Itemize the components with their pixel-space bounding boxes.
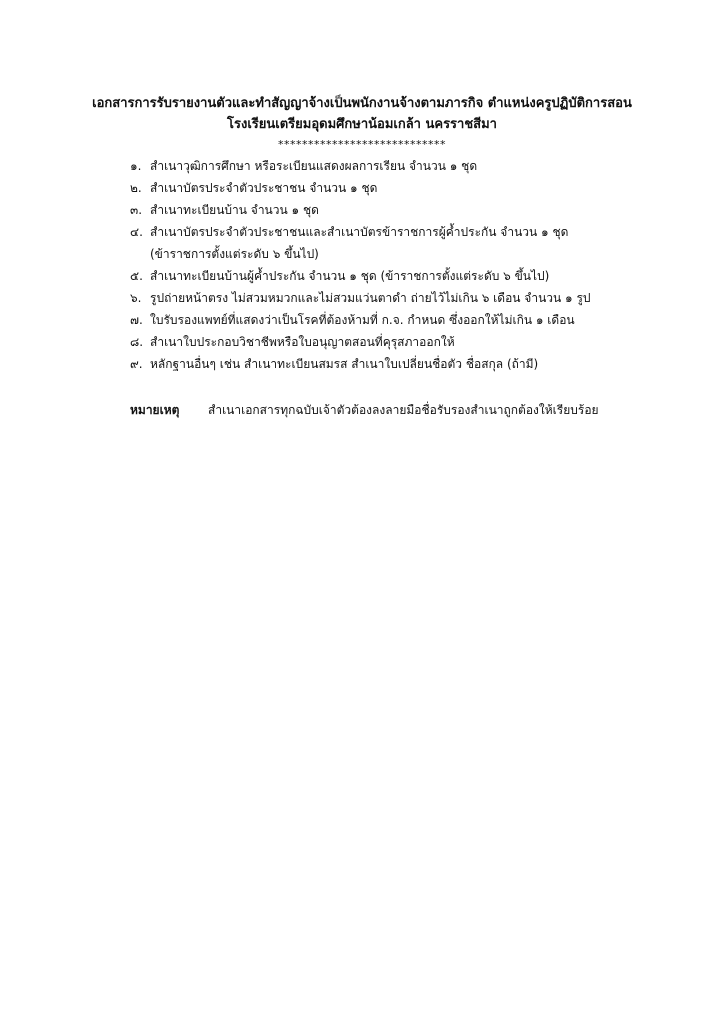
item-number: ๕. [130, 269, 143, 283]
item-number: ๗. [130, 313, 143, 327]
item-text: สำเนาทะเบียนบ้าน จำนวน ๑ ชุด [150, 203, 319, 217]
item-text-continued: (ข้าราชการตั้งแต่ระดับ ๖ ขึ้นไป) [150, 247, 319, 261]
item-number: ๙. [130, 357, 143, 371]
item-text: หลักฐานอื่นๆ เช่น สำเนาทะเบียนสมรส สำเนาใบเปลี่ยนชื่อตัว ชื่อสกุล (ถ้ามี) [150, 357, 539, 371]
item-number: ๘. [130, 335, 144, 349]
item-number: ๔. [130, 225, 143, 239]
list-item [130, 155, 690, 177]
document-title-line2: โรงเรียนเตรียมอุดมศึกษาน้อมเกล้า นครราชสีมา [227, 117, 497, 132]
list-item [130, 177, 690, 199]
item-text: รูปถ่ายหน้าตรง ไม่สวมหมวกและไม่สวมแว่นตาดำ ถ่ายไว้ไม่เกิน ๖ เดือน จำนวน ๑ รูป [150, 291, 591, 305]
remark-section [130, 399, 690, 421]
document-checklist [130, 155, 690, 375]
item-number: ๓. [130, 203, 143, 217]
document-title-line1: เอกสารการรับรายงานตัวและทำสัญญาจ้างเป็นพนักงานจ้างตามภารกิจ ตำแหน่งครูปฏิบัติการสอน [92, 96, 632, 111]
remark-text: สำเนาเอกสารทุกฉบับเจ้าตัวต้องลงลายมือชื่อรับรองสำเนาถูกต้องให้เรียบร้อย [208, 403, 599, 417]
list-item [130, 309, 690, 331]
list-item [130, 331, 690, 353]
item-text: สำเนาทะเบียนบ้านผู้ค้ำประกัน จำนวน ๑ ชุด (ข้าราชการตั้งแต่ระดับ ๖ ขึ้นไป) [150, 269, 550, 283]
separator-stars: **************************** [278, 138, 446, 151]
item-text: สำเนาบัตรประจำตัวประชาชนและสำเนาบัตรข้าราชการผู้ค้ำประกัน จำนวน ๑ ชุด [150, 225, 569, 239]
item-number: ๖. [130, 291, 142, 305]
list-item [130, 265, 690, 287]
item-text: สำเนาใบประกอบวิชาชีพหรือใบอนุญาตสอนที่คุรุสภาออกให้ [150, 335, 455, 349]
item-number: ๒. [130, 181, 142, 195]
item-text: สำเนาบัตรประจำตัวประชาชน จำนวน ๑ ชุด [150, 181, 378, 195]
list-item [130, 353, 690, 375]
item-number: ๑. [130, 159, 142, 173]
remark-label: หมายเหตุ [130, 403, 180, 417]
item-text: สำเนาวุฒิการศึกษา หรือระเบียนแสดงผลการเรียน จำนวน ๑ ชุด [150, 159, 478, 173]
item-text: ใบรับรองแพทย์ที่แสดงว่าเป็นโรคที่ต้องห้ามที่ ก.จ. กำหนด ซึ่งออกให้ไม่เกิน ๑ เดือน [150, 313, 575, 327]
list-item [130, 221, 690, 265]
list-item [130, 287, 690, 309]
list-item [130, 199, 690, 221]
